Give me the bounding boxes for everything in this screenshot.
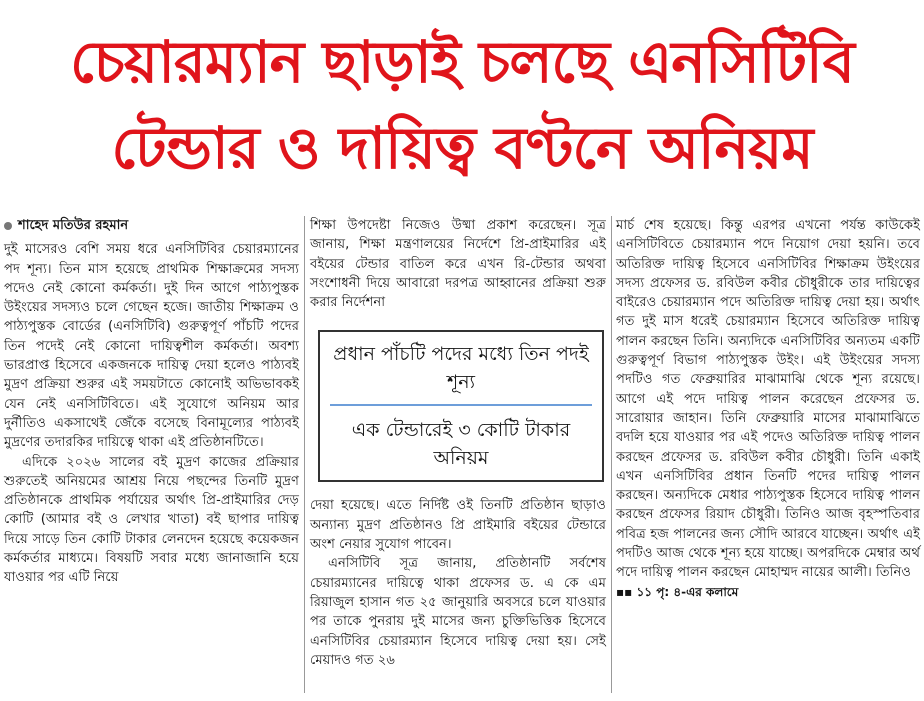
headline-line-2: টেন্ডার ও দায়িত্ব বণ্টনে অনিয়ম bbox=[111, 114, 813, 182]
callout-quote: এক টেন্ডারেই ৩ কোটি টাকার অনিয়ম bbox=[351, 419, 571, 470]
article-column-3 bbox=[616, 216, 920, 602]
continuation-note: ▪▪ ১১ পৃ: ৪-এর কলামে bbox=[616, 584, 739, 599]
headline-line-1: চেয়ারম্যান ছাড়াই চলছে এনসিটিবি bbox=[70, 28, 854, 96]
column-divider bbox=[304, 216, 305, 693]
author-name: শাহেদ মতিউর রহমান bbox=[18, 218, 129, 233]
paragraph: মার্চ শেষ হয়েছে। কিন্তু এরপর এখনো পর্যন্ত কাউকেই এনসিটিবিতে চেয়ারম্যান পদে নিয়োগ দেয়া হয়নি। তবে অতিরিক্ত দায়িত্ব হিসেবে এনসিটিবির শিক্ষাক্রম উইংয়ের সদস্য প্রফেসর ড. রবিউল কবীর চৌধুরীকে তার দায়িত্বের বাইরেও চেয়ারম্যান পদে অতিরিক্ত দায়িত্ব দেয়া হয়। অর্থাৎ গত দুই মাস ধরেই চেয়ারম্যান হিসেবে অতিরিক্ত দায়িত্ব পালন করছেন তিনি। অন্যদিকে এনসিটিবির অন্যতম একটি গুরুত্বপূর্ণ বিভাগ পাঠ্যপুস্তক উইং। এই উইংয়ের সদস্য পদটিও গত ফেব্রুয়ারির মাঝামাঝি থেকে শূন্য রয়েছে। আগে এই পদে দায়িত্ব পালন করেছেন প্রফেসর ড. সারোয়ার জাহান। তিনি ফেব্রুয়ারি মাসের মাঝামাঝিতে বদলি হয়ে যাওয়ার পর এই পদেও অতিরিক্ত দায়িত্ব পালন করছেন প্রফেসর ড. রবিউল কবীর চৌধুরী। তিনি একাই এখন এনসিটিবির প্রধান তিনটি পদের দায়িত্ব পালন করছেন। অন্যদিকে মেধার পাঠ্যপুস্তক হিসেবে দায়িত্ব পালন করছেন প্রফেসর রিয়াদ চৌধুরী। তিনিও আজ বৃহস্পতিবার পবিত্র হজ পালনের জন্য সৌদি আরবে যাচ্ছেন। অর্থাৎ এই পদটিও আজ থেকে শূন্য হয়ে যাচ্ছে। অপরদিকে মেম্বার অর্থ পদে দায়িত্ব পালন করছেন মোহাম্মদ নায়ের আলী। তিনিও bbox=[616, 218, 920, 581]
paragraph: দুই মাসেরও বেশি সময় ধরে এনসিটিবির চেয়ারম্যানের পদ শূন্য। তিন মাস হয়েছে প্রাথমিক শিক্ষাক্রমের সদস্য পদেও নেই কোনো কর্মকর্তা। দুই দিন আগে পাঠ্যপুস্তক উইংয়ের সদস্যও চলে গেছেন হজে। জাতীয় শিক্ষাক্রম ও পাঠ্যপুস্তক বোর্ডের (এনসিটিবি) গুরুত্বপূর্ণ পাঁচটি পদের তিন পদেই নেই কোনো দায়িত্বশীল কর্মকর্তা। অবশ্য ভারপ্রাপ্ত হিসেবে একজনকে দায়িত্ব দেয়া হলেও পাঠ্যবই মুদ্রণ প্রক্রিয়া শুরুর এই সময়টাতে কোনোই অভিভাবকই যেন নেই এনসিটিবিতে। এই সুযোগে অনিয়ম আর দুর্নীতিও একসাথেই জেঁকে বসেছে বিনামূল্যের পাঠ্যবই মুদ্রণের তদারকির দায়িত্বে থাকা এই প্রতিষ্ঠানটিতে। bbox=[4, 242, 299, 451]
callout-quote: প্রধান পাঁচটি পদের মধ্যে তিন পদই শূন্য bbox=[330, 340, 592, 406]
column-divider bbox=[611, 216, 612, 693]
byline bbox=[4, 216, 299, 235]
paragraph: শিক্ষা উপদেষ্টা নিজেও উষ্মা প্রকাশ করেছেন। সূত্র জানায়, শিক্ষা মন্ত্রণালয়ের নির্দেশে প্রি-প্রাইমারির এই বইয়ের টেন্ডার বাতিল করে এখন রি-টেন্ডার অথবা সংশোধনী দিয়ে আবারো দরপত্র আহ্বানের প্রক্রিয়া শুরু করার নির্দেশনা bbox=[310, 218, 606, 311]
bullet-icon bbox=[4, 222, 12, 230]
callout-box bbox=[318, 330, 604, 482]
paragraph: এদিকে ২০২৬ সালের বই মুদ্রণ কাজের প্রক্রিয়ার শুরুতেই অনিয়মের আশ্রয় নিয়ে পছন্দের তিনটি মুদ্রণ প্রতিষ্ঠানকে প্রাথমিক পর্যায়ের অর্থাৎ প্রি-প্রাইমারির দেড় কোটি (আমার বই ও লেখার খাতা) বই ছাপার দায়িত্ব দিয়ে সাড়ে তিন কোটি টাকার লেনদেন হয়েছে কয়েকজন কর্মকর্তার মাধ্যমে। বিষয়টি সবার মধ্যে জানাজানি হয়ে যাওয়ার পর এটি নিয়ে bbox=[4, 454, 299, 586]
article-column-2 bbox=[310, 216, 606, 670]
paragraph: এনসিটিবি সূত্র জানায়, প্রতিষ্ঠানটি সর্বশেষ চেয়ারম্যানের দায়িত্বে থাকা প্রফেসর ড. এ কে এম রিয়াজুল হাসান গত ২৫ জানুয়ারি অবসরে চলে যাওয়ার পর তাকে পুনরায় দুই মাসের জন্য চুক্তিভিত্তিক হিসেবে এনসিটিবির চেয়ারম্যান হিসেবে দায়িত্ব দেয়া হয়। সেই মেয়াদও গত ২৬ bbox=[310, 556, 606, 668]
paragraph: দেয়া হয়েছে। এতে নির্দিষ্ট ওই তিনটি প্রতিষ্ঠান ছাড়াও অন্যান্য মুদ্রণ প্রতিষ্ঠানও প্রি প্রাইমারি বইয়ের টেন্ডারে অংশ নেয়ার সুযোগ পাবেন। bbox=[310, 498, 606, 553]
article-column-1 bbox=[4, 216, 299, 588]
